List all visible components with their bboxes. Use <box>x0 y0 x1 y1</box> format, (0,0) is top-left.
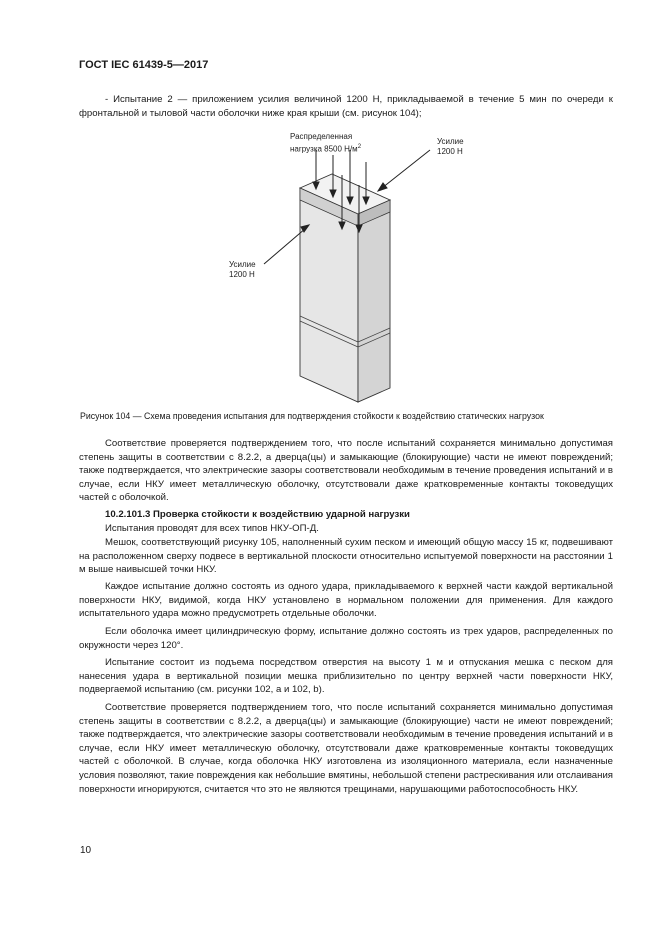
figure-caption: Рисунок 104 — Схема проведения испытания для подтверждения стойкости к воздействию статических нагрузок <box>80 411 544 421</box>
cabinet-side-face <box>358 200 390 402</box>
paragraph-compliance-1: Соответствие проверяется подтверждением того, что после испытаний сохраняется минимально допустимая степень защиты в соответствии с 8.2.2, а дверца(цы) и замыкающие (блокирующие) части не имеют повреждений; также подтверждается, что электрические зазоры соответствовали необходимым в течение проведения испытаний и в случае, если НКУ имеет металлическую оболочку, отсутствовали даже кратковременные контакты токоведущих частей с оболочкой. <box>79 438 613 504</box>
paragraph-test-procedure: Испытание состоит из подъема посредством отверстия на высоту 1 м и отпускания мешка с песком для нанесения удара в вертикальной позиции мешка приблизительно по центру верхней части поверхности НКУ, подвергаемой испытанию (см. рисунки 102, а и 102, b). <box>79 657 613 696</box>
page-number: 10 <box>80 845 92 856</box>
paragraph-single-impact: Каждое испытание должно состоять из одного удара, прикладываемого к верхней части каждой вертикальной поверхности НКУ, видимой, когда НКУ установлено в нормальном положении для применения. Для каждого испытательного удара можно предусмотреть отдельные оболочки. <box>79 581 613 620</box>
label-distributed-load: Распределенная нагрузка 8500 $Н/м^2$ <box>290 132 362 154</box>
paragraph-sandbag: Мешок, соответствующий рисунку 105, наполненный сухим песком и имеющий общую массу 15 кг, подвешивают на расположенном сверху подвесе в вертикальной плоскости относительно испытуемой поверхности на расстоянии 1 м выше наивысшей точки НКУ. <box>79 537 613 576</box>
label-force-right: Усилие 1200 Н <box>437 137 464 156</box>
paragraph-applicability: Испытания проводят для всех типов НКУ-ОП-Д. <box>105 523 319 534</box>
force-arrow-right <box>378 150 430 191</box>
paragraph-compliance-2: Соответствие проверяется подтверждением того, что после испытаний сохраняется минимально допустимая степень защиты в соответствии с 8.2.2, а дверца(цы) и замыкающие (блокирующие) части не имеют повреждений; также подтверждается, что электрические зазоры соответствовали необходимым в течение проведения испытаний и в случае, если НКУ имеет металлическую оболочку, отсутствовали даже кратковременные контакты токоведущих частей с оболочкой. В случае, когда оболочка НКУ изготовлена из изоляционного материала, если назначенные условия позволяют, такие повреждения как небольшие вмятины, небольшой степени растрескивания или отслаивания поверхности игнорируются, считается что это не являются трещинами, нарушающими работоспособность НКУ. <box>79 702 613 795</box>
label-force-left: Усилие 1200 Н <box>229 260 256 279</box>
section-title-impact: 10.2.101.3 Проверка стойкости к воздействию ударной нагрузки <box>105 509 410 520</box>
intro-test-item: - Испытание 2 — приложением усилия величиной 1200 Н, прикладываемой в течение 5 мин по очереди к фронтальной и тыловой части оболочки ниже края крыши (см. рисунок 104); <box>79 94 613 119</box>
document-header: ГОСТ IEC 61439-5—2017 <box>79 59 209 71</box>
paragraph-cylindrical: Если оболочка имеет цилиндрическую форму, испытание должно состоять из трех ударов, распределенных по окружности через 120°. <box>79 626 613 651</box>
